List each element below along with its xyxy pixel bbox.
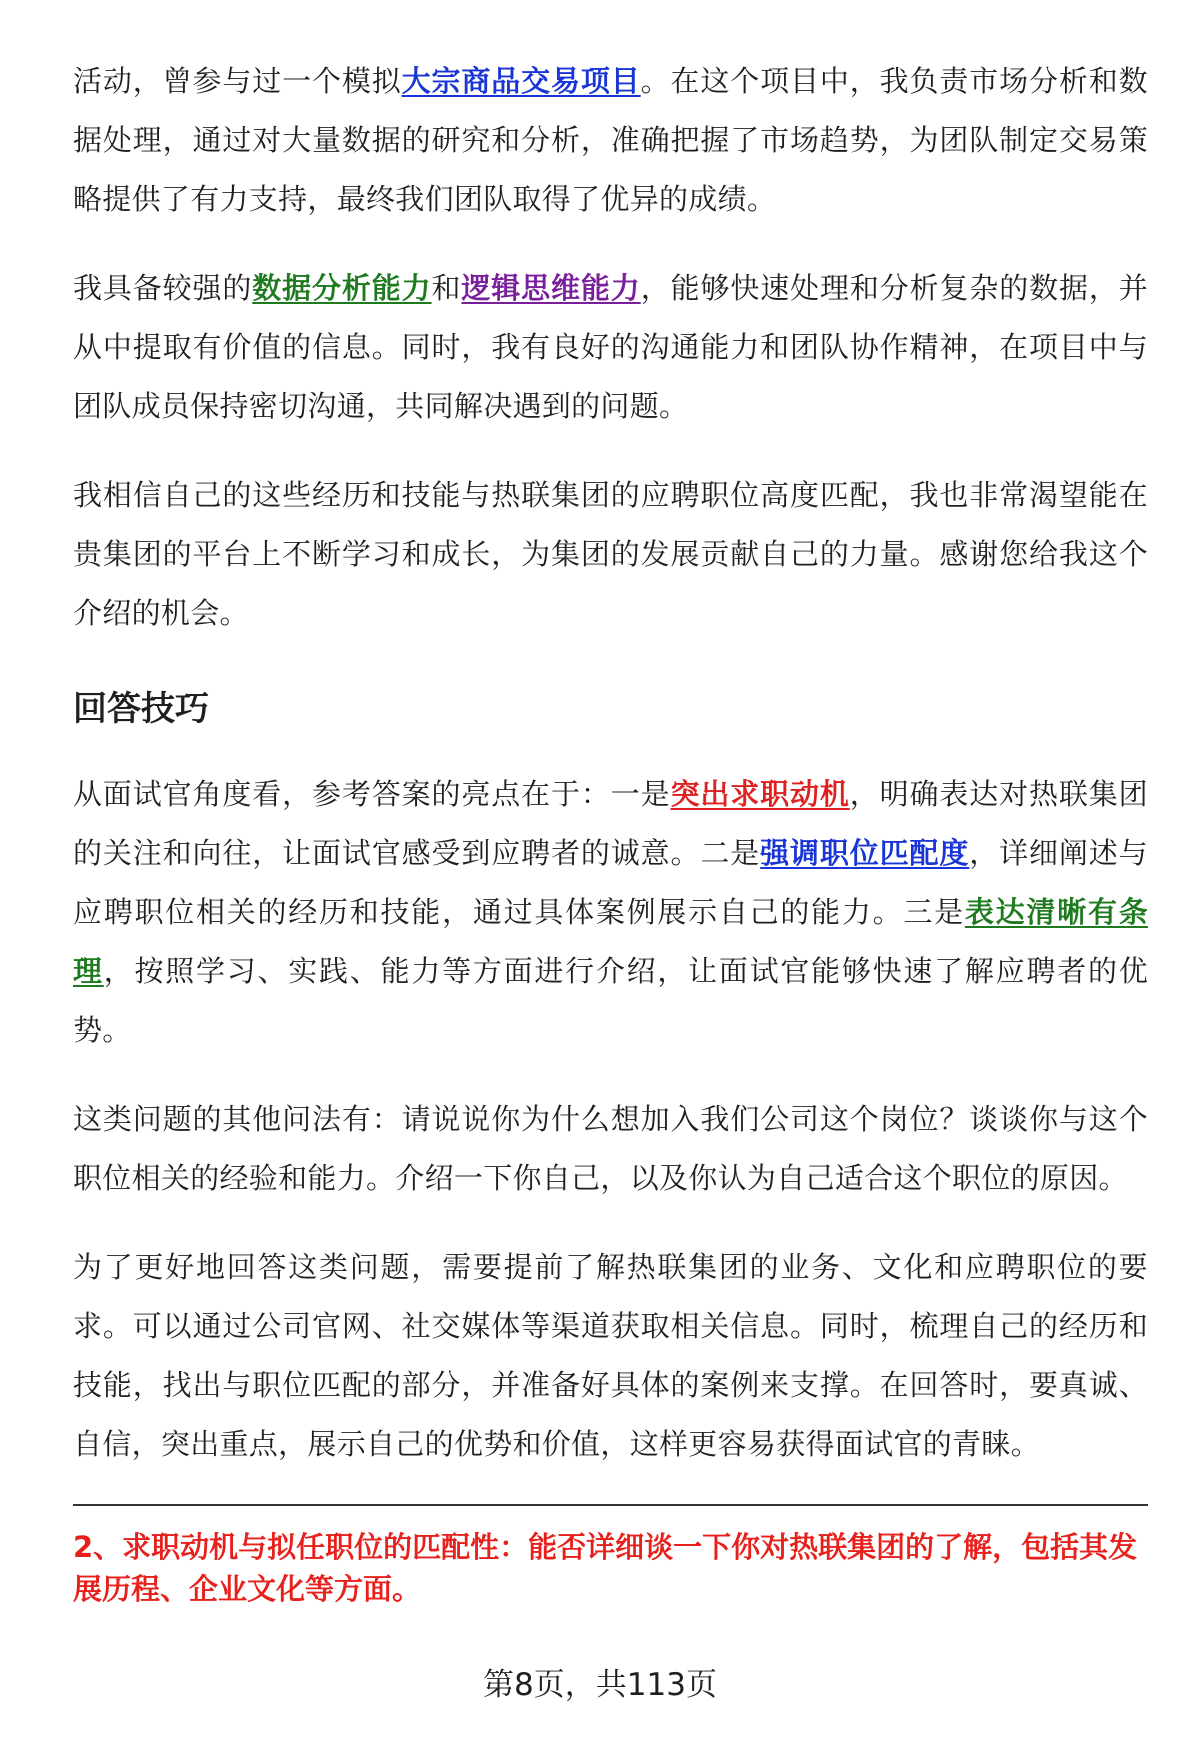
- next-question-heading: 2、求职动机与拟任职位的匹配性：能否详细谈一下你对热联集团的了解，包括其发展历程、企业文化等方面。: [73, 1530, 1138, 1606]
- section-title: 回答技巧: [73, 689, 209, 729]
- logic-thinking-link[interactable]: 逻辑思维能力: [461, 271, 641, 305]
- highlight-motivation[interactable]: 突出求职动机: [670, 777, 850, 811]
- paragraph-experience: 活动，曾参与过一个模拟大宗商品交易项目。在这个项目中，我负责市场分析和数据处理，通过对大量数据的研究和分析，准确把握了市场趋势，为团队制定交易策略提供了有力支持，最终我们团队取得了优异的成绩。: [73, 64, 1148, 216]
- tips-paragraph-highlights: 从面试官角度看，参考答案的亮点在于：一是突出求职动机，明确表达对热联集团的关注和向往，让面试官感受到应聘者的诚意。二是强调职位匹配度，详细阐述与应聘职位相关的经历和技能，通过具体案例展示自己的能力。三是表达清晰有条理，按照学习、实践、能力等方面进行介绍，让面试官能够快速了解应聘者的优势。: [73, 777, 1148, 1047]
- document-body: [73, 52, 1148, 1610]
- section-divider: [73, 1504, 1148, 1506]
- highlight-match[interactable]: 强调职位匹配度: [760, 836, 970, 870]
- highlight-clarity[interactable]: 表达清晰有条理: [73, 895, 1148, 988]
- paragraph-abilities: 我具备较强的数据分析能力和逻辑思维能力，能够快速处理和分析复杂的数据，并从中提取有价值的信息。同时，我有良好的沟通能力和团队协作精神，在项目中与团队成员保持密切沟通，共同解决遇到的问题。: [73, 271, 1148, 423]
- project-link[interactable]: 大宗商品交易项目: [401, 64, 641, 98]
- paragraph-conclusion: 我相信自己的这些经历和技能与热联集团的应聘职位高度匹配，我也非常渴望能在贵集团的平台上不断学习和成长，为集团的发展贡献自己的力量。感谢您给我这个介绍的机会。: [73, 478, 1148, 630]
- tips-paragraph-preparation: 为了更好地回答这类问题，需要提前了解热联集团的业务、文化和应聘职位的要求。可以通过公司官网、社交媒体等渠道获取相关信息。同时，梳理自己的经历和技能，找出与职位匹配的部分，并准备好具体的案例来支撑。在回答时，要真诚、自信，突出重点，展示自己的优势和价值，这样更容易获得面试官的青睐。: [73, 1250, 1148, 1461]
- tips-paragraph-variants: 这类问题的其他问法有：请说说你为什么想加入我们公司这个岗位？谈谈你与这个职位相关的经验和能力。介绍一下你自己，以及你认为自己适合这个职位的原因。: [73, 1102, 1148, 1195]
- data-analysis-link[interactable]: 数据分析能力: [252, 271, 432, 305]
- page-number: 第8页，共113页: [483, 1667, 717, 1703]
